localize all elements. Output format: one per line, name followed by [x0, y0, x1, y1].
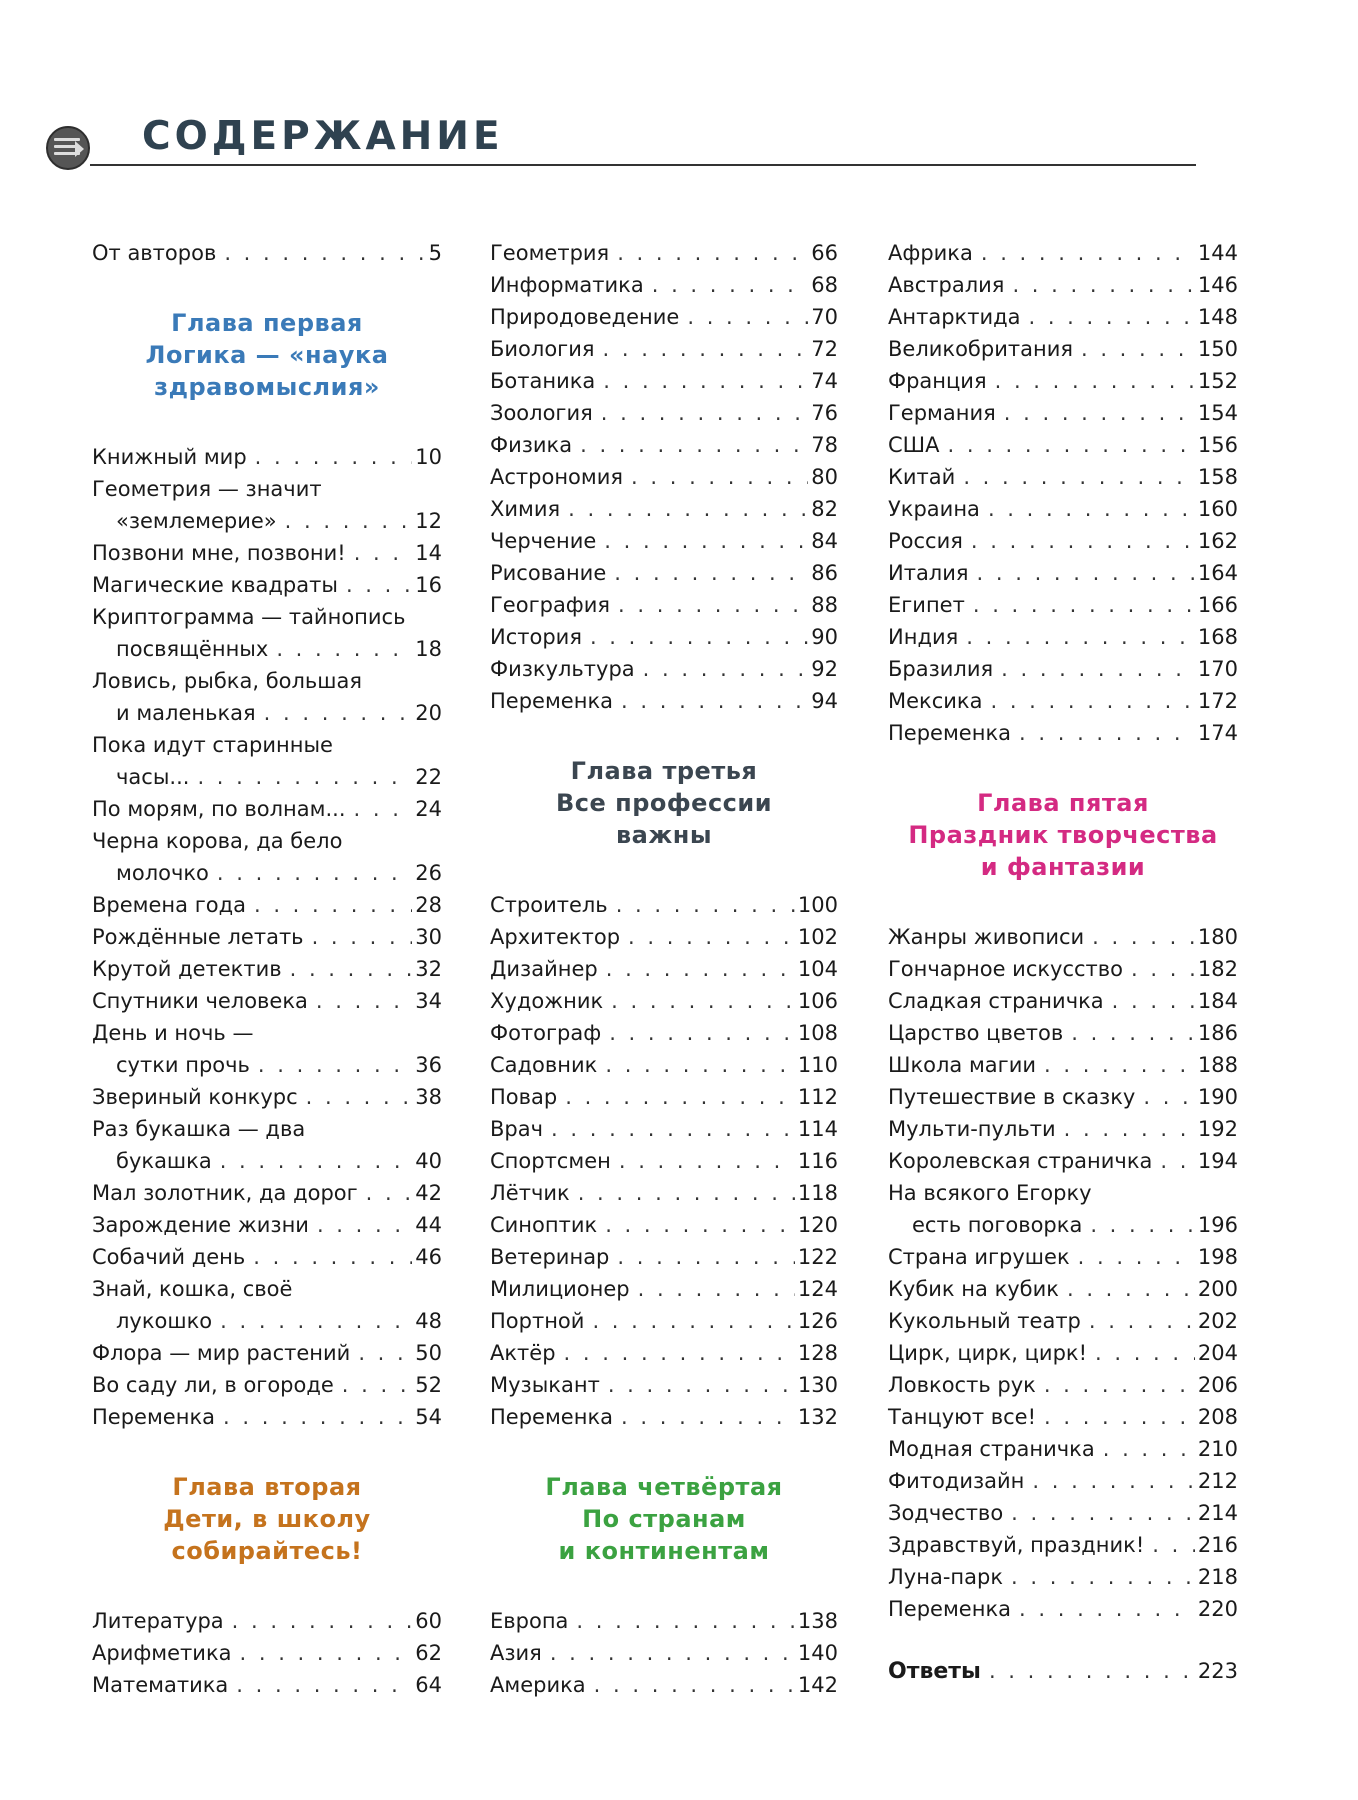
toc-entry[interactable]: Дизайнер . . . 104: [490, 953, 838, 985]
toc-entry-line[interactable]: Знай, кошка, своё: [92, 1277, 293, 1301]
toc-entry[interactable]: Переменка . . . 174: [888, 717, 1238, 749]
toc-entry[interactable]: лукошко . . . 48: [92, 1305, 442, 1337]
toc-entry[interactable]: и маленькая . . . 20: [92, 697, 442, 729]
toc-entry[interactable]: Китай . . . 158: [888, 461, 1238, 493]
toc-column-1: [92, 237, 442, 1701]
toc-entry[interactable]: посвящённых . . . 18: [92, 633, 442, 665]
toc-entry[interactable]: Азия . . . 140: [490, 1637, 838, 1669]
toc-entry[interactable]: Астрономия . . . 80: [490, 461, 838, 493]
toc-entry[interactable]: Зарождение жизни . . . 44: [92, 1209, 442, 1241]
toc-entry[interactable]: сутки прочь . . . 36: [92, 1049, 442, 1081]
toc-entry[interactable]: часы... . . . 22: [92, 761, 442, 793]
toc-column-3: [888, 237, 1238, 1687]
toc-entry-line[interactable]: Криптограмма — тайнопись: [92, 605, 406, 629]
toc-entry[interactable]: Физкультура . . . 92: [490, 653, 838, 685]
toc-column-2: [490, 237, 838, 1701]
toc-entry[interactable]: Страна игрушек . . . 198: [888, 1241, 1238, 1273]
toc-entry[interactable]: Антарктида . . . 148: [888, 301, 1238, 333]
chapter-4-continued-list: [888, 237, 1238, 749]
toc-entry[interactable]: Ботаника . . . 74: [490, 365, 838, 397]
toc-entry[interactable]: Синоптик . . . 120: [490, 1209, 838, 1241]
toc-entry[interactable]: Зодчество . . . 214: [888, 1497, 1238, 1529]
chapter-heading-5: Глава пятая Праздник творчества и фантазии: [908, 789, 1218, 881]
toc-entry[interactable]: Садовник . . . 110: [490, 1049, 838, 1081]
toc-entry[interactable]: История . . . 90: [490, 621, 838, 653]
toc-entry[interactable]: Повар . . . 112: [490, 1081, 838, 1113]
toc-entry[interactable]: Египет . . . 166: [888, 589, 1238, 621]
toc-entry[interactable]: Танцуют все! . . . 208: [888, 1401, 1238, 1433]
toc-entry[interactable]: Гончарное искусство . . . 182: [888, 953, 1238, 985]
toc-entry[interactable]: Милиционер . . . 124: [490, 1273, 838, 1305]
toc-entry[interactable]: Здравствуй, праздник! . . . 216: [888, 1529, 1238, 1561]
toc-entry[interactable]: Врач . . . 114: [490, 1113, 838, 1145]
toc-entry[interactable]: Архитектор . . . 102: [490, 921, 838, 953]
toc-entry[interactable]: Сладкая страничка . . . 184: [888, 985, 1238, 1017]
toc-entry[interactable]: Строитель . . . 100: [490, 889, 838, 921]
toc-entry[interactable]: Арифметика . . . 62: [92, 1637, 442, 1669]
toc-entry[interactable]: США . . . 156: [888, 429, 1238, 461]
toc-entry[interactable]: Переменка . . . 54: [92, 1401, 442, 1433]
toc-entry[interactable]: Физика . . . 78: [490, 429, 838, 461]
toc-entry-answers[interactable]: Ответы . . . 223: [888, 1655, 1238, 1687]
page-title: СОДЕРЖАНИЕ: [142, 114, 504, 159]
chapter-3-list: [490, 889, 838, 1433]
toc-entry[interactable]: Рисование . . . 86: [490, 557, 838, 589]
toc-entry-line[interactable]: Черна корова, да бело: [92, 829, 343, 853]
chapter-heading-2: Глава вторая Дети, в школу собирайтесь!: [163, 1473, 371, 1565]
toc-entry[interactable]: Зоология . . . 76: [490, 397, 838, 429]
toc-entry[interactable]: Индия . . . 168: [888, 621, 1238, 653]
toc-entry[interactable]: Переменка . . . 132: [490, 1401, 838, 1433]
toc-entry[interactable]: Во саду ли, в огороде . . . 52: [92, 1369, 442, 1401]
toc-entry[interactable]: Флора — мир растений . . . 50: [92, 1337, 442, 1369]
toc-entry[interactable]: Математика . . . 64: [92, 1669, 442, 1701]
toc-entry[interactable]: Великобритания . . . 150: [888, 333, 1238, 365]
toc-entry[interactable]: Цирк, цирк, цирк! . . . 204: [888, 1337, 1238, 1369]
chapter-5-list: [888, 921, 1238, 1625]
toc-entry[interactable]: Бразилия . . . 170: [888, 653, 1238, 685]
toc-entry[interactable]: Природоведение . . . 70: [490, 301, 838, 333]
chapter-4-list: [490, 1605, 838, 1701]
toc-entry[interactable]: Мексика . . . 172: [888, 685, 1238, 717]
toc-entry[interactable]: Фитодизайн . . . 212: [888, 1465, 1238, 1497]
toc-entry[interactable]: Африка . . . 144: [888, 237, 1238, 269]
toc-entry[interactable]: Царство цветов . . . 186: [888, 1017, 1238, 1049]
chapter-2-list: [92, 1605, 442, 1701]
toc-entry[interactable]: Актёр . . . 128: [490, 1337, 838, 1369]
toc-entry[interactable]: Германия . . . 154: [888, 397, 1238, 429]
toc-entry[interactable]: Жанры живописи . . . 180: [888, 921, 1238, 953]
toc-entry[interactable]: Франция . . . 152: [888, 365, 1238, 397]
toc-entry[interactable]: Переменка . . . 220: [888, 1593, 1238, 1625]
toc-entry[interactable]: «землемерие» . . . 12: [92, 505, 442, 537]
toc-entry[interactable]: Книжный мир . . . 10: [92, 441, 442, 473]
toc-entry[interactable]: Позвони мне, позвони! . . . 14: [92, 537, 442, 569]
toc-entry[interactable]: молочко . . . 26: [92, 857, 442, 889]
toc-entry[interactable]: Музыкант . . . 130: [490, 1369, 838, 1401]
toc-entry[interactable]: Мульти-пульти . . . 192: [888, 1113, 1238, 1145]
toc-entry[interactable]: Путешествие в сказку . . . 190: [888, 1081, 1238, 1113]
toc-entry[interactable]: Модная страничка . . . 210: [888, 1433, 1238, 1465]
header-rule: [90, 164, 1196, 166]
toc-entry[interactable]: Лётчик . . . 118: [490, 1177, 838, 1209]
chapter-heading-1: Глава первая Логика — «наука здравомыслия»: [145, 309, 389, 401]
toc-entry[interactable]: Звериный конкурс . . . 38: [92, 1081, 442, 1113]
chapter-1-list: [92, 441, 442, 1433]
toc-entry-line[interactable]: Раз букашка — два: [92, 1117, 306, 1141]
toc-entry[interactable]: Школа магии . . . 188: [888, 1049, 1238, 1081]
toc-entry[interactable]: Россия . . . 162: [888, 525, 1238, 557]
toc-entry[interactable]: По морям, по волнам... . . . 24: [92, 793, 442, 825]
toc-entry[interactable]: Геометрия . . . 66: [490, 237, 838, 269]
toc-entry[interactable]: Фотограф . . . 108: [490, 1017, 838, 1049]
toc-entry[interactable]: От авторов . . . 5: [92, 237, 442, 269]
toc-entry-line[interactable]: Пока идут старинные: [92, 733, 333, 757]
toc-entry-line[interactable]: Геометрия — значит: [92, 477, 322, 501]
toc-entry[interactable]: Литература . . . 60: [92, 1605, 442, 1637]
toc-entry[interactable]: Портной . . . 126: [490, 1305, 838, 1337]
toc-entry[interactable]: География . . . 88: [490, 589, 838, 621]
toc-entry[interactable]: Собачий день . . . 46: [92, 1241, 442, 1273]
toc-entry[interactable]: Ловкость рук . . . 206: [888, 1369, 1238, 1401]
toc-entry[interactable]: Спутники человека . . . 34: [92, 985, 442, 1017]
toc-entry[interactable]: Кукольный театр . . . 202: [888, 1305, 1238, 1337]
chapter-heading-4: Глава четвёртая По странам и континентам: [545, 1473, 783, 1565]
toc-entry[interactable]: Украина . . . 160: [888, 493, 1238, 525]
toc-entry-line[interactable]: День и ночь —: [92, 1021, 254, 1045]
toc-entry[interactable]: Биология . . . 72: [490, 333, 838, 365]
toc-entry[interactable]: Италия . . . 164: [888, 557, 1238, 589]
page-header: [46, 112, 1196, 172]
chapter-2-continued-list: [490, 237, 838, 717]
toc-entry[interactable]: букашка . . . 40: [92, 1145, 442, 1177]
chapter-heading-3: Глава третья Все профессии важны: [555, 757, 773, 849]
toc-entry[interactable]: Химия . . . 82: [490, 493, 838, 525]
toc-entry[interactable]: Австралия . . . 146: [888, 269, 1238, 301]
toc-entry-line[interactable]: Ловись, рыбка, большая: [92, 669, 363, 693]
toc-entry[interactable]: Кубик на кубик . . . 200: [888, 1273, 1238, 1305]
toc-entry[interactable]: Черчение . . . 84: [490, 525, 838, 557]
toc-entry[interactable]: Рождённые летать . . . 30: [92, 921, 442, 953]
toc-entry[interactable]: Луна-парк . . . 218: [888, 1561, 1238, 1593]
toc-entry[interactable]: Магические квадраты . . . 16: [92, 569, 442, 601]
toc-entry[interactable]: Информатика . . . 68: [490, 269, 838, 301]
toc-entry[interactable]: Европа . . . 138: [490, 1605, 838, 1637]
toc-entry-line[interactable]: На всякого Егорку: [888, 1181, 1092, 1205]
toc-entry[interactable]: Крутой детектив . . . 32: [92, 953, 442, 985]
toc-entry[interactable]: Ветеринар . . . 122: [490, 1241, 838, 1273]
toc-entry[interactable]: Королевская страничка . . . 194: [888, 1145, 1238, 1177]
toc-entry[interactable]: Америка . . . 142: [490, 1669, 838, 1701]
toc-entry[interactable]: Переменка . . . 94: [490, 685, 838, 717]
toc-entry[interactable]: Художник . . . 106: [490, 985, 838, 1017]
toc-entry[interactable]: Времена года . . . 28: [92, 889, 442, 921]
toc-entry[interactable]: Мал золотник, да дорог . . . 42: [92, 1177, 442, 1209]
toc-entry[interactable]: Спортсмен . . . 116: [490, 1145, 838, 1177]
toc-entry[interactable]: есть поговорка . . . 196: [888, 1209, 1238, 1241]
contents-icon: [46, 126, 90, 170]
